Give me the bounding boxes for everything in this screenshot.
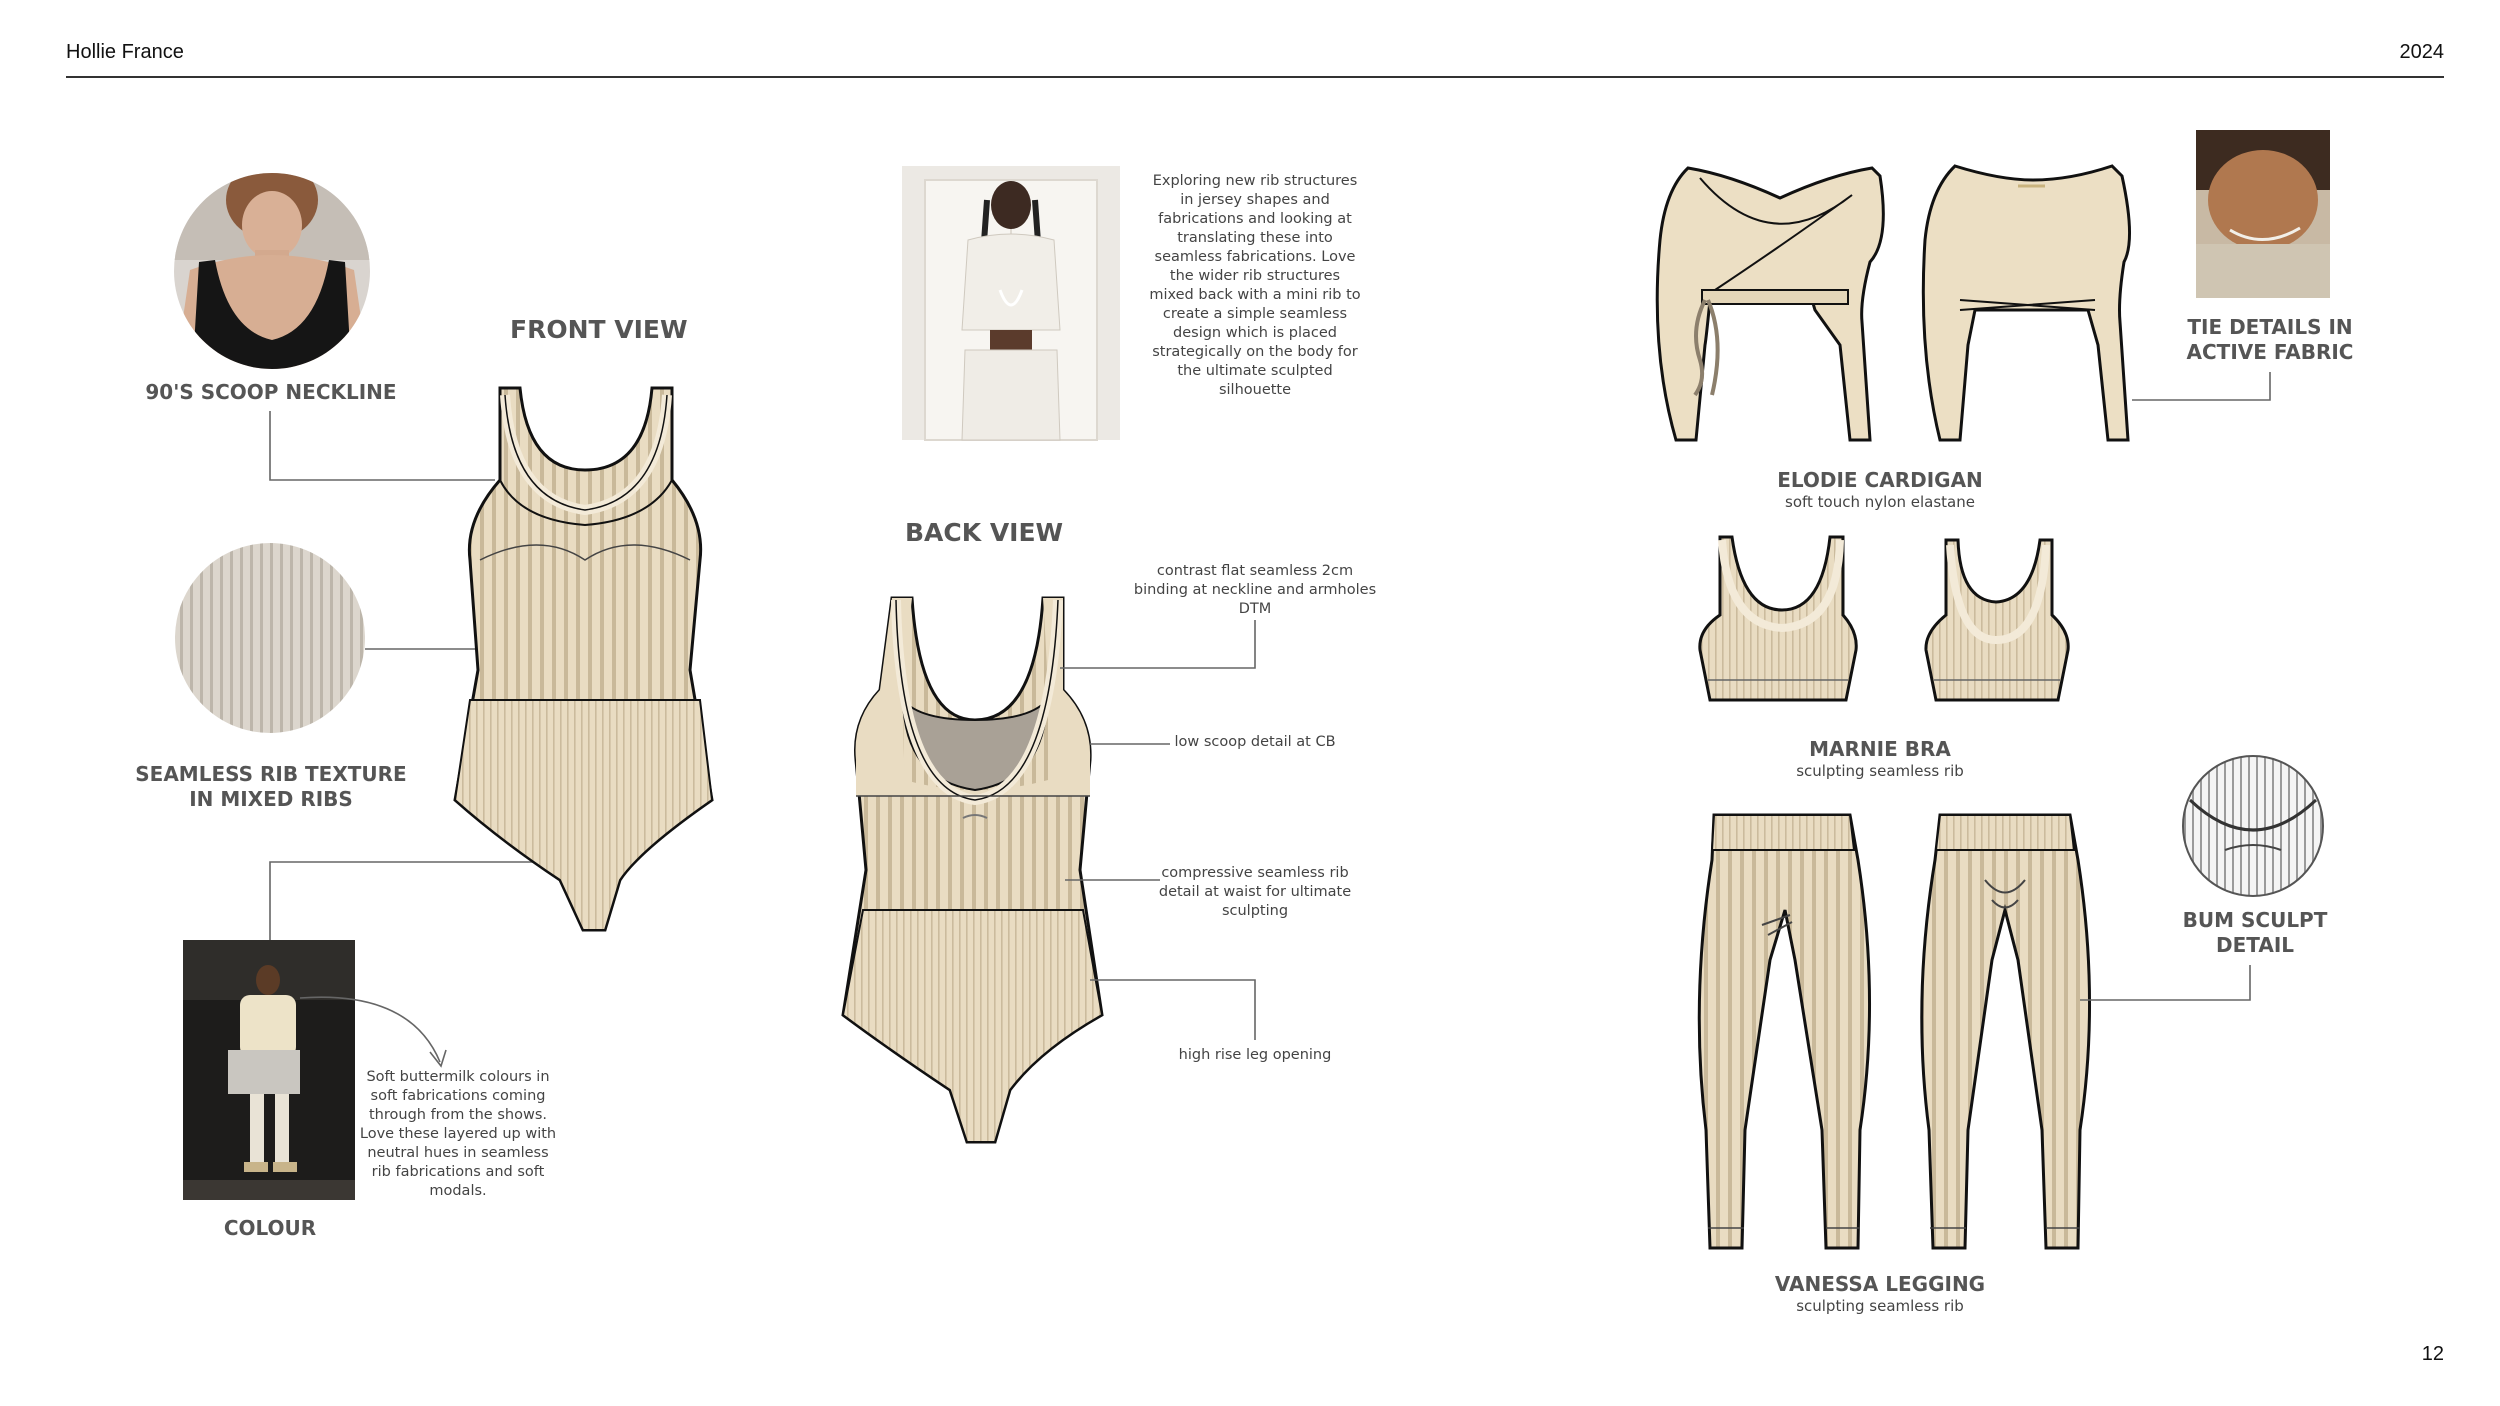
rib-note-line: seamless fabrications. Love	[1154, 249, 1356, 265]
rib-texture-label	[126, 762, 416, 812]
low-scoop-callout: low scoop detail at CB	[1174, 734, 1336, 750]
brand-name: Hollie France	[66, 41, 184, 63]
leader-lines-back	[1060, 620, 1255, 1040]
colour-note-line: soft fabrications coming	[370, 1088, 546, 1104]
model-rib-tie-top-photo	[902, 166, 1120, 440]
rib-note-line: the wider rib structures	[1169, 268, 1341, 284]
rib-note-line: silhouette	[1218, 382, 1292, 398]
compressive-line: detail at waist for ultimate	[1158, 884, 1352, 900]
colour-label: COLOUR	[223, 1216, 317, 1240]
tie-details-line2: ACTIVE FABRIC	[2186, 340, 2354, 364]
back-bodysuit-flat	[843, 598, 1102, 1142]
binding-line: binding at neckline and armholes	[1133, 582, 1377, 598]
bra-name: MARNIE BRA	[1809, 737, 1951, 761]
model-tie-back-photo	[2196, 130, 2330, 298]
binding-callout	[1130, 562, 1380, 619]
legging-desc: sculpting seamless rib	[1796, 1297, 1964, 1315]
rib-note-line: mixed back with a mini rib to	[1149, 287, 1361, 303]
bum-sculpt-line2: DETAIL	[2215, 933, 2295, 957]
legging-name: VANESSA LEGGING	[1774, 1272, 1986, 1296]
leg-opening-callout: high rise leg opening	[1178, 1047, 1332, 1063]
bum-sculpt-rib-swatch	[2180, 750, 2330, 900]
bra-back-flat	[1926, 540, 2068, 700]
header-rule	[66, 76, 2444, 78]
cardigan-caption	[1730, 468, 2030, 511]
colour-note-line: Love these layered up with	[359, 1126, 557, 1142]
cardigan-name: ELODIE CARDIGAN	[1777, 468, 1983, 492]
colour-note-line: modals.	[429, 1183, 487, 1199]
rib-note-line: in jersey shapes and	[1180, 192, 1330, 208]
rib-note-line: translating these into	[1177, 230, 1333, 246]
front-bodysuit-flat	[455, 388, 712, 930]
rib-texture-label-line2: IN MIXED RIBS	[189, 787, 353, 811]
tie-details-label	[2150, 315, 2390, 365]
arrow-head-icon	[430, 1050, 446, 1066]
rib-exploration-note	[1140, 172, 1370, 400]
bra-desc: sculpting seamless rib	[1796, 762, 1964, 780]
scoop-neckline-label: 90'S SCOOP NECKLINE	[145, 380, 397, 404]
bum-sculpt-label	[2130, 908, 2380, 958]
model-black-scoop-top-photo	[170, 160, 380, 380]
colour-note-line: through from the shows.	[369, 1107, 547, 1123]
rib-note-line: design which is placed	[1173, 325, 1337, 341]
leader-tie-details	[2132, 372, 2270, 400]
page-number: 12	[2421, 1343, 2444, 1365]
rib-texture-swatch	[170, 540, 370, 740]
bum-sculpt-line1: BUM SCULPT	[2182, 908, 2328, 932]
runway-model-photo	[183, 940, 355, 1200]
leader-bum-sculpt	[2080, 965, 2250, 1000]
back-view-heading: BACK VIEW	[905, 518, 1064, 547]
tie-details-line1: TIE DETAILS IN	[2187, 315, 2353, 339]
rib-texture-label-line1: SEAMLESS RIB TEXTURE	[135, 762, 407, 786]
legging-front-flat	[1699, 815, 1869, 1248]
rib-note-line: create a simple seamless	[1162, 306, 1348, 322]
legging-caption	[1730, 1272, 2030, 1315]
rib-note-line: strategically on the body for	[1152, 344, 1358, 360]
colour-arrow	[300, 997, 440, 1062]
compressive-line: compressive seamless rib	[1161, 865, 1349, 881]
colour-note	[358, 1068, 558, 1201]
rib-note-line: Exploring new rib structures	[1152, 173, 1358, 189]
binding-line: DTM	[1238, 601, 1272, 617]
cardigan-back-flat	[1923, 166, 2129, 440]
colour-note-line: Soft buttermilk colours in	[366, 1069, 550, 1085]
rib-note-line: fabrications and looking at	[1158, 211, 1352, 227]
compressive-line: sculpting	[1221, 903, 1289, 919]
legging-back-flat	[1922, 815, 2090, 1248]
cardigan-front-flat	[1657, 168, 1883, 440]
leader-lines-front	[270, 411, 540, 940]
colour-note-line: neutral hues in seamless	[367, 1145, 549, 1161]
front-view-heading: FRONT VIEW	[510, 315, 688, 344]
bra-front-flat	[1700, 537, 1856, 700]
year: 2024	[2399, 41, 2444, 63]
binding-line: contrast flat seamless 2cm	[1156, 563, 1354, 579]
bra-caption	[1730, 737, 2030, 780]
compressive-callout	[1145, 864, 1365, 921]
colour-note-line: rib fabrications and soft	[371, 1164, 545, 1180]
rib-note-line: the ultimate sculpted	[1177, 363, 1333, 379]
cardigan-desc: soft touch nylon elastane	[1785, 493, 1975, 511]
